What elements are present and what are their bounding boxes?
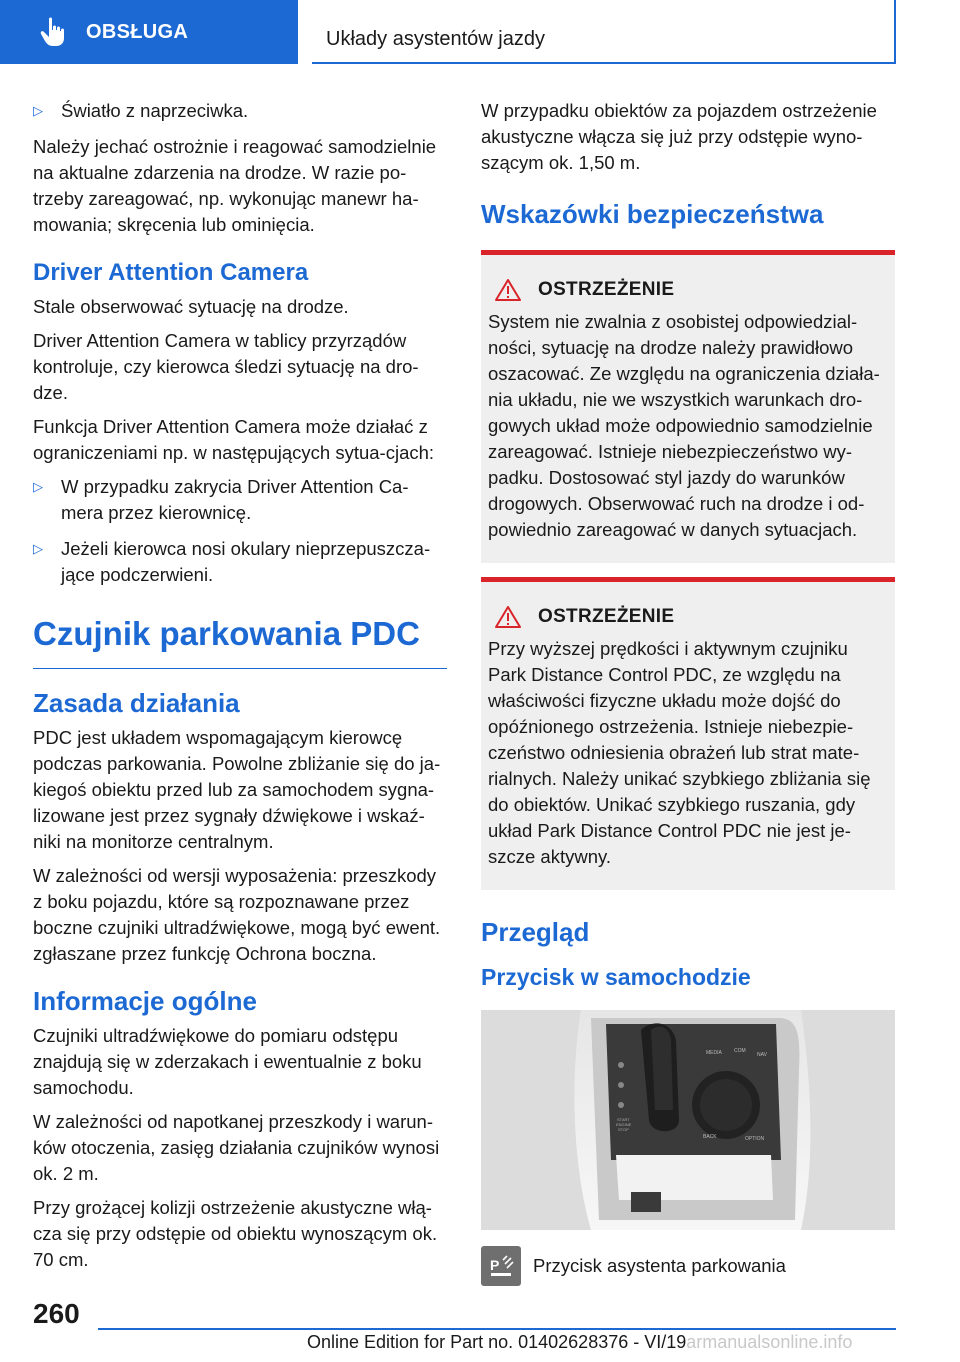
paragraph: Driver Attention Camera w tablicy przyrządów kontroluje, czy kierowca śledzi sytuację na dro-dze. [33, 330, 419, 403]
warning-title: OSTRZEŻENIE [538, 279, 675, 300]
warning-text: System nie zwalnia z osobistej odpowiedzial-ności, sytuację na drodze należy prawidłowo oszacować. Ze względu na ograniczenia działa-nia układu, nie we wszystkich warunkach dro-gowych układ może odpowiednio samodzielnie zareagować. Istnieje niebezpieczeństwo wy-padku. Dostosować styl jazdy do warunków drogowych. Obserwować ruch na drodze i od-powiednio zareagować w danych sytuacjach. [488, 311, 880, 540]
heading-driver-attention-camera: Driver Attention Camera [33, 259, 309, 286]
paragraph: Funkcja Driver Attention Camera może działać z ograniczeniami np. w następujących sytua-cjach: [33, 416, 435, 463]
figure-caption [481, 1246, 895, 1286]
chapter-title: Układy asystentów jazdy [326, 28, 545, 50]
warning-box [481, 250, 895, 563]
paragraph: W zależności od napotkanej przeszkody i warun-ków otoczenia, zasięg działania czujników wynosi ok. 2 m. [33, 1111, 440, 1184]
triangle-bullet-icon: ▷ [33, 479, 43, 494]
section-tab[interactable] [0, 0, 298, 64]
paragraph: Stale obserwować sytuację na drodze. [33, 296, 349, 317]
warning-title: OSTRZEŻENIE [538, 606, 675, 627]
center-console-photo [481, 1010, 895, 1230]
section-label: OBSŁUGA [86, 20, 189, 43]
warning-triangle-icon [494, 278, 522, 302]
warning-triangle-icon [494, 605, 522, 629]
heading-general-info: Informacje ogólne [33, 986, 257, 1016]
paragraph: Przy grożącej kolizji ostrzeżenie akustyczne włą-cza się przy odstępie od obiektu wynoszącym ok. 70 cm. [33, 1197, 438, 1270]
paragraph: Należy jechać ostrożnie i reagować samodzielnie na aktualne zdarzenia na drodze. W razie po-trzeby zareagować, np. wykonując manewr ha-mowania; skręcenia lub ominięcia. [33, 136, 437, 235]
page-number: 260 [33, 1298, 80, 1329]
photo-label-start: START [617, 1117, 630, 1122]
triangle-bullet-icon: ▷ [33, 103, 43, 118]
warning-box [481, 577, 895, 890]
list-item: ▷ Jeżeli kierowca nosi okulary nieprzepuszcza-jące podczerwieni. [33, 536, 447, 588]
hand-pointer-icon [36, 15, 70, 49]
svg-text:P: P [490, 1257, 500, 1273]
heading-principle: Zasada działania [33, 688, 240, 718]
heading-safety: Wskazówki bezpieczeństwa [481, 199, 824, 229]
paragraph: Czujniki ultradźwiękowe do pomiaru odstępu znajdują się w zderzakach i ewentualnie z boku samochodu. [33, 1025, 422, 1098]
paragraph: PDC jest układem wspomagającym kierowcę podczas parkowania. Powolne zbliżanie się do ja-kiegoś obiektu przed lub za samochodem sygna-lizowane jest przez sygnały dźwiękowe i wskaź-niki na monitorze centralnym. [33, 727, 441, 852]
photo-label-media: MEDIA [706, 1050, 722, 1056]
photo-label-back: BACK [703, 1134, 717, 1140]
heading-overview: Przegląd [481, 917, 590, 947]
photo-label-nav: NAV [757, 1052, 767, 1058]
footer-text [307, 1332, 852, 1353]
watermark-site: armanualsonline.info [686, 1332, 853, 1352]
heading-button-in-car: Przycisk w samochodzie [481, 964, 751, 990]
photo-label-com: COM [734, 1048, 746, 1054]
photo-label-option: OPTION [745, 1136, 765, 1142]
caption-text: Przycisk asystenta parkowania [533, 1255, 786, 1276]
list-item: ▷ W przypadku zakrycia Driver Attention Ca-mera przez kierownicę. [33, 474, 447, 526]
warning-text: Przy wyższej prędkości i aktywnym czujniku Park Distance Control PDC, ze względu na właściwości fizyczne układu może dojść do opóźnionego ostrzeżenia. Istnieje niebezpie-czeństwo odniesienia obrażeń lub strat mate-rialnych. Należy unikać szybkiego zbliżania się do obiektów. Unikać szybkiego ruszania, gdy układ Park Distance Control PDC nie jest je-szcze aktywny. [488, 638, 871, 867]
triangle-bullet-icon: ▷ [33, 541, 43, 556]
right-column [481, 98, 895, 1286]
left-column [33, 98, 447, 1281]
paragraph: W zależności od wersji wyposażenia: przeszkody z boku pojazdu, które są rozpoznawane przez boczne czujniki ultradźwiękowe, mogą być ewent. zgłaszane przez funkcję Ochrona boczna. [33, 865, 441, 964]
chapter-header [312, 0, 896, 64]
heading-pdc: Czujnik parkowania PDC [33, 614, 447, 669]
edition-text: Online Edition for Part no. 01402628376 - VI/19 [307, 1332, 687, 1352]
photo-label-stop: STOP [618, 1127, 629, 1132]
park-assist-button-icon [481, 1246, 521, 1286]
footer-divider [98, 1328, 896, 1330]
photo-label-engine: ENGINE [616, 1122, 632, 1127]
list-item: ▷ Światło z naprzeciwka. [33, 98, 447, 124]
paragraph: W przypadku obiektów za pojazdem ostrzeżenie akustyczne włącza się już przy odstępie wyno-szącym ok. 1,50 m. [481, 100, 877, 173]
